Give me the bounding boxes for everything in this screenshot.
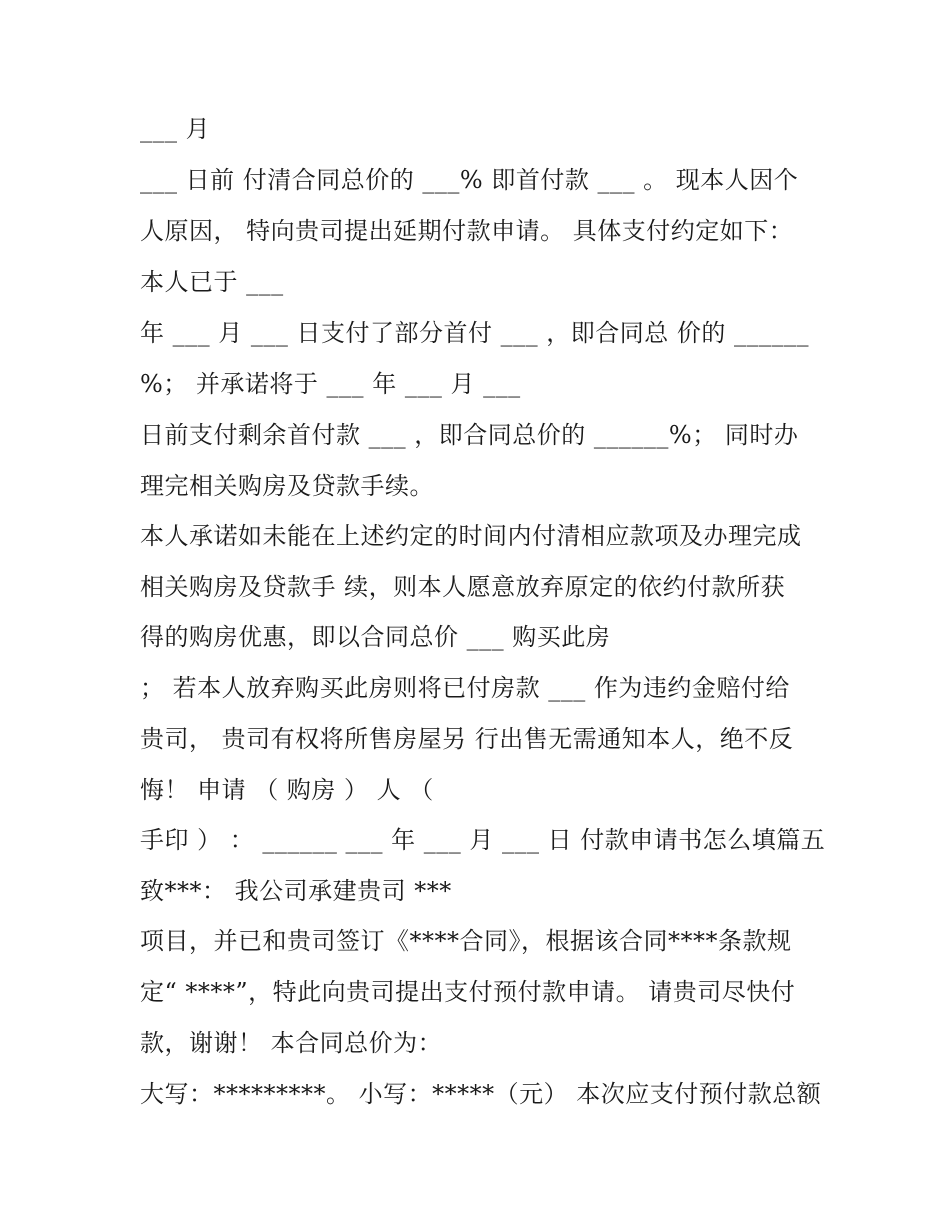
text-line: 项目，并已和贵司签订《****合同》，根据该合同****条款规 [140, 927, 792, 955]
text-line: 大写：*********。 小写：*****（元） 本次应支付预付款总额 [140, 1080, 822, 1108]
text-line: 款，谢谢！ 本合同总价为： [140, 1029, 443, 1057]
text-line: 定“ ****”，特此向贵司提出支付预付款申请。 请贵司尽快付 [140, 978, 796, 1006]
text-line: ___ 月 [140, 115, 211, 143]
text-line: 年 ___ 月 ___ 日支付了部分首付 ___ ，即合同总 价的 ______ [140, 319, 810, 347]
text-line: 人原因， 特向贵司提出延期付款申请。 具体支付约定如下： [140, 217, 794, 245]
text-line: 日前支付剩余首付款 ___ ，即合同总价的 ______%； 同时办 [140, 421, 799, 449]
text-line: 本人已于 ___ [140, 268, 284, 296]
text-line: 手印 ） ： ______ ___ 年 ___ 月 ___ 日 付款申请书怎么填篇五 [140, 826, 826, 854]
text-line: %； 并承诺将于 ___ 年 ___ 月 ___ [140, 370, 521, 398]
text-line: 悔！ 申请 （ 购房 ） 人 （ [140, 776, 434, 804]
text-line: ； 若本人放弃购买此房则将已付房款 ___ 作为违约金赔付给 [140, 674, 790, 702]
text-line: 相关购房及贷款手 续，则本人愿意放弃原定的依约付款所获 [140, 573, 786, 601]
text-line: 本人承诺如未能在上述约定的时间内付清相应款项及办理完成 [140, 522, 802, 550]
text-line: 致***： 我公司承建贵司 *** [140, 877, 452, 905]
text-line: 贵司， 贵司有权将所售房屋另 行出售无需通知本人，绝不反 [140, 725, 794, 753]
text-line: ___ 日前 付清合同总价的 ___% 即首付款 ___ 。 现本人因个 [140, 166, 799, 194]
text-line: 得的购房优惠，即以合同总价 ___ 购买此房 [140, 623, 611, 651]
text-line: 理完相关购房及贷款手续。 [140, 472, 434, 500]
